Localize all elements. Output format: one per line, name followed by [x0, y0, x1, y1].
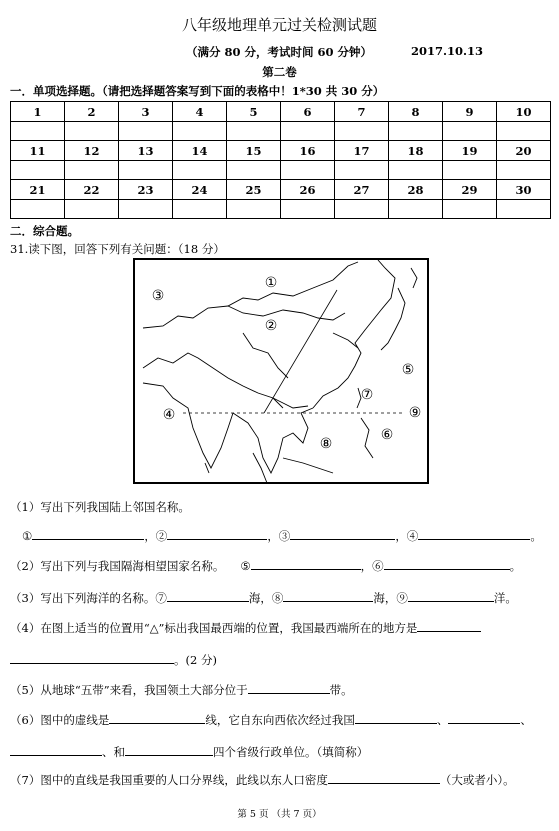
answer-blank[interactable] — [418, 527, 530, 540]
answer-cell[interactable] — [65, 122, 119, 141]
answer-number: 15 — [227, 141, 281, 161]
exam-subtitle: （满分 80 分，考试时间 60 分钟） — [186, 45, 373, 59]
exam-date: 2017.10.13 — [411, 44, 484, 58]
answer-cell[interactable] — [443, 122, 497, 141]
answer-number: 29 — [443, 180, 497, 200]
answer-number: 17 — [335, 141, 389, 161]
answer-number: 16 — [281, 141, 335, 161]
answer-cell[interactable] — [281, 161, 335, 180]
answer-cell[interactable] — [443, 161, 497, 180]
asia-map — [133, 258, 429, 484]
answer-cell[interactable] — [119, 200, 173, 219]
answer-number: 8 — [389, 102, 443, 122]
answer-number: 28 — [389, 180, 443, 200]
map-label-5: ⑤ — [401, 362, 415, 378]
question-4-cont: 。(2 分) — [10, 651, 217, 668]
question-1-blanks: ① ，② ，③ ，④ 。 — [22, 529, 542, 543]
answer-grid — [10, 101, 551, 219]
answer-number: 30 — [497, 180, 551, 200]
question-4: （4）在图上适当的位置用“△”标出我国最西端的位置，我国最西端所在的地方是 — [10, 619, 481, 636]
answer-cell[interactable] — [11, 122, 65, 141]
answer-cell[interactable] — [65, 161, 119, 180]
map-label-2: ② — [264, 318, 278, 334]
answer-cell[interactable] — [227, 161, 281, 180]
answer-cell[interactable] — [119, 122, 173, 141]
answer-cell[interactable] — [281, 200, 335, 219]
answer-number: 12 — [65, 141, 119, 161]
answer-blank[interactable] — [248, 681, 330, 694]
answer-number: 1 — [11, 102, 65, 122]
answer-blank[interactable] — [125, 743, 213, 756]
answer-number: 22 — [65, 180, 119, 200]
answer-number: 24 — [173, 180, 227, 200]
answer-number: 14 — [173, 141, 227, 161]
answer-number: 23 — [119, 180, 173, 200]
answer-blank[interactable] — [251, 557, 361, 570]
question-6: （6）图中的虚线是 线，它自东向西依次经过我国 、 、 — [10, 713, 532, 727]
question-3: （3）写出下列海洋的名称。⑦ 海，⑧ 海，⑨ 洋。 — [10, 591, 517, 605]
answer-cell[interactable] — [389, 122, 443, 141]
map-label-8: ⑧ — [319, 436, 333, 452]
answer-cell[interactable] — [11, 161, 65, 180]
section2-heading: 二．综合题。 — [10, 224, 79, 238]
answer-cell[interactable] — [443, 200, 497, 219]
answer-number: 6 — [281, 102, 335, 122]
answer-cell[interactable] — [173, 200, 227, 219]
map-label-3: ③ — [151, 288, 165, 304]
answer-number: 19 — [443, 141, 497, 161]
answer-number: 18 — [389, 141, 443, 161]
answer-blank[interactable] — [408, 589, 494, 602]
answer-cell[interactable] — [173, 161, 227, 180]
answer-number: 20 — [497, 141, 551, 161]
answer-number: 4 — [173, 102, 227, 122]
answer-cell[interactable] — [389, 161, 443, 180]
question-2: （2）写出下列与我国隔海相望国家名称。 ⑤ ，⑥ 。 — [10, 559, 522, 573]
answer-number: 10 — [497, 102, 551, 122]
answer-number: 11 — [11, 141, 65, 161]
answer-number: 3 — [119, 102, 173, 122]
answer-cell[interactable] — [227, 200, 281, 219]
answer-cell[interactable] — [281, 122, 335, 141]
question-31: 31.读下图，回答下列有关问题：（18 分） — [10, 242, 225, 256]
answer-blank[interactable] — [109, 711, 205, 724]
answer-blank[interactable] — [355, 711, 437, 724]
answer-blank[interactable] — [32, 527, 144, 540]
map-label-6: ⑥ — [380, 427, 394, 443]
answer-cell[interactable] — [335, 122, 389, 141]
answer-number: 13 — [119, 141, 173, 161]
answer-cell[interactable] — [497, 122, 551, 141]
answer-cell[interactable] — [11, 200, 65, 219]
answer-number: 26 — [281, 180, 335, 200]
answer-number: 2 — [65, 102, 119, 122]
map-label-9: ⑨ — [408, 405, 422, 421]
answer-cell[interactable] — [119, 161, 173, 180]
answer-number: 7 — [335, 102, 389, 122]
map-label-7: ⑦ — [360, 387, 374, 403]
page-footer: 第 5 页 （共 7 页） — [237, 809, 322, 820]
answer-cell[interactable] — [173, 122, 227, 141]
volume-label: 第二卷 — [262, 65, 297, 79]
exam-title: 八年级地理单元过关检测试题 — [181, 16, 377, 34]
question-1: （1）写出下列我国陆上邻国名称。 — [10, 500, 190, 514]
answer-blank[interactable] — [328, 771, 440, 784]
answer-blank[interactable] — [10, 743, 102, 756]
answer-number: 21 — [11, 180, 65, 200]
answer-cell[interactable] — [389, 200, 443, 219]
answer-blank[interactable] — [448, 711, 520, 724]
answer-blank[interactable] — [283, 589, 373, 602]
answer-blank[interactable] — [290, 527, 395, 540]
answer-number: 27 — [335, 180, 389, 200]
answer-cell[interactable] — [227, 122, 281, 141]
answer-blank[interactable] — [384, 557, 510, 570]
answer-cell[interactable] — [65, 200, 119, 219]
question-6-cont: 、和 四个省级行政单位。（填简称） — [10, 743, 368, 760]
answer-blank[interactable] — [10, 651, 174, 664]
answer-cell[interactable] — [497, 161, 551, 180]
map-label-1: ① — [264, 275, 278, 291]
answer-cell[interactable] — [335, 161, 389, 180]
answer-cell[interactable] — [335, 200, 389, 219]
answer-cell[interactable] — [497, 200, 551, 219]
question-5: （5）从地球“五带”来看，我国领土大部分位于 带。 — [10, 683, 353, 697]
question-7: （7）图中的直线是我国重要的人口分界线，此线以东人口密度 （大或者小）。 — [10, 773, 515, 787]
answer-number: 25 — [227, 180, 281, 200]
answer-blank[interactable] — [167, 589, 249, 602]
answer-number: 9 — [443, 102, 497, 122]
section1-heading: 一．单项选择题。（请把选择题答案写到下面的表格中！1*30 共 30 分） — [10, 84, 385, 98]
answer-blank[interactable] — [417, 619, 481, 632]
answer-number: 5 — [227, 102, 281, 122]
answer-blank[interactable] — [167, 527, 267, 540]
map-label-4: ④ — [162, 407, 176, 423]
